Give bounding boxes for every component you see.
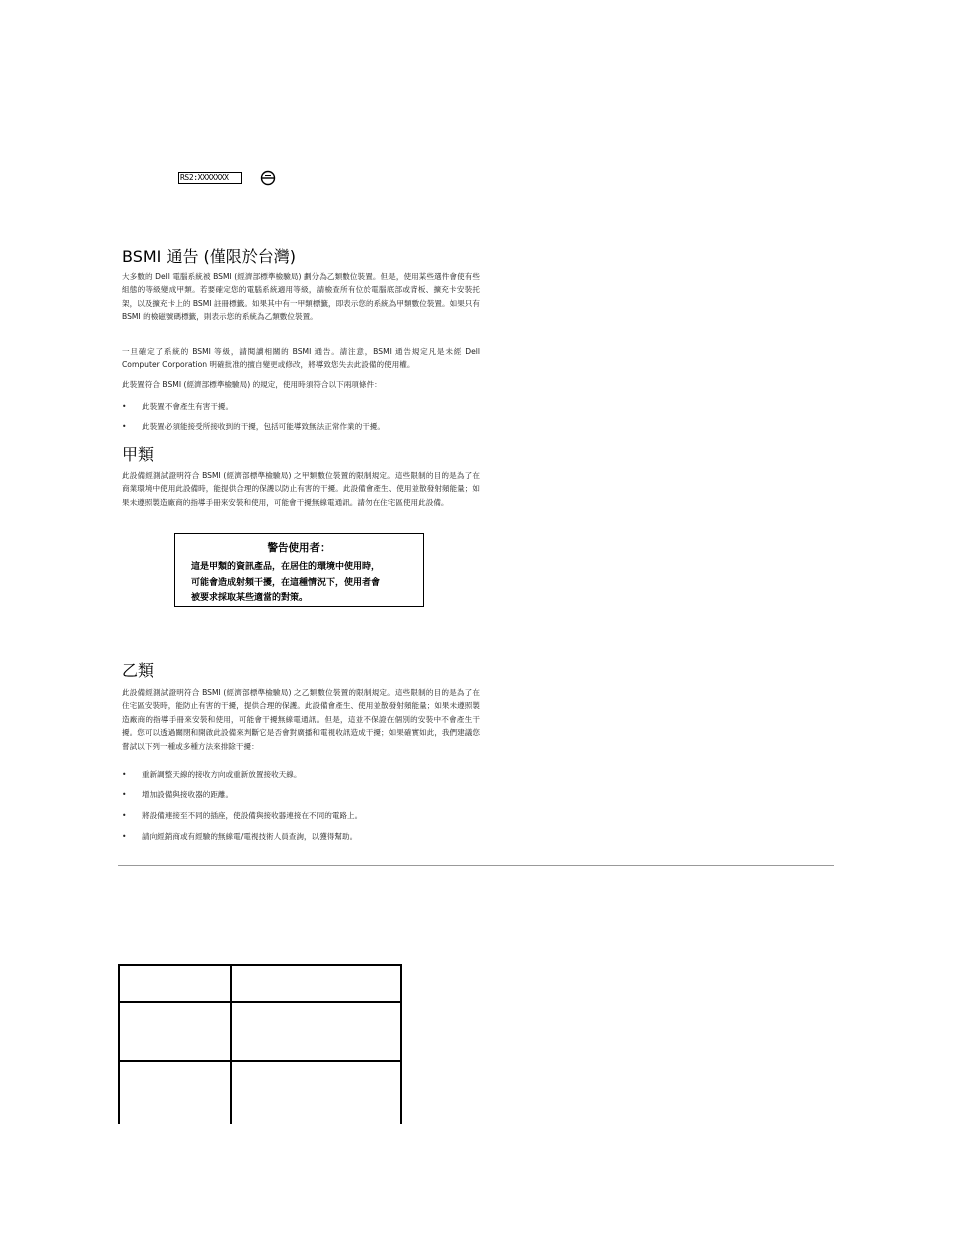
table-cell xyxy=(231,1061,401,1124)
warning-title: 警告使用者： xyxy=(267,542,331,554)
class-a-paragraph: 此設備經測試證明符合 BSMI (經濟部標準檢驗局) 之甲類數位裝置的限制規定。這些限制的目的是為了在商業環境中使用此設備時，能提供合理的保護以防止有害的干擾。此設備會產生、使用並散發射頻能量；如果未遵照製造廠商的指導手冊來安裝和使用，可能會干擾無線電通訊。請勿在住宅區使用此設備。 xyxy=(122,471,480,507)
table-row xyxy=(119,1061,401,1124)
bullet-icon: • xyxy=(122,811,127,820)
table-cell xyxy=(119,1061,231,1124)
bsmi-conditions-intro: 此裝置符合 BSMI (經濟部標準檢驗局) 的規定，使用時須符合以下兩項條件： xyxy=(122,380,382,389)
bsmi-notice-paragraph: 一旦確定了系統的 BSMI 等級，請閱讀相關的 BSMI 通告。請注意，BSMI 通告規定凡是未經 Dell Computer Corporation 明確批准的擅自變更或修改，將導致您失去此設備的使用權。 xyxy=(122,347,480,370)
warning-line: 這是甲類的資訊產品，在居住的環境中使用時， xyxy=(191,562,381,572)
section-divider xyxy=(118,865,834,866)
class-a-heading: 甲類 xyxy=(122,445,155,464)
bullet-icon: • xyxy=(122,770,127,779)
warning-line: 被要求採取某些適當的對策。 xyxy=(191,593,309,603)
bullet-icon: • xyxy=(122,790,127,799)
bsmi-notice-heading: BSMI 通告 (僅限於台灣) xyxy=(122,247,297,266)
class-b-paragraph: 此設備經測試證明符合 BSMI (經濟部標準檢驗局) 之乙類數位裝置的限制規定。這些限制的目的是為了在住宅區安裝時，能防止有害的干擾，提供合理的保護。此設備會產生、使用並散發射頻能量；如果未遵照製造廠商的指導手冊來安裝和使用，可能會干擾無線電通訊。但是，這並不保證在個別的安裝中不會產生干擾。您可以透過關閉和開啟此設備來判斷它是否會對廣播和電視收訊造成干擾；如果確實如此，我們建議您嘗試以下列一種或多種方法來排除干擾： xyxy=(122,688,480,751)
class-a-warning-box xyxy=(174,533,424,607)
warning-line: 可能會造成射頻干擾，在這種情況下，使用者會 xyxy=(191,578,381,588)
bullet-icon: • xyxy=(122,422,127,431)
class-b-heading: 乙類 xyxy=(122,661,155,680)
regulatory-table xyxy=(118,964,402,1124)
bsmi-label: RS2:XXXXXXX xyxy=(178,172,242,184)
table-row xyxy=(119,1002,401,1061)
bullet-icon: • xyxy=(122,832,127,841)
bsmi-certification-mark-icon xyxy=(260,170,276,186)
table-cell xyxy=(119,965,231,1002)
table-row xyxy=(119,965,401,1002)
table-cell xyxy=(231,1002,401,1061)
bullet-icon: • xyxy=(122,402,127,411)
bsmi-intro-paragraph: 大多數的 Dell 電腦系統被 BSMI (經濟部標準檢驗局) 劃分為乙類數位裝置。但是，使用某些選件會使有些組態的等級變成甲類。若要確定您的電腦系統適用等級，請檢查所有位於電腦底部或背板、擴充卡安裝托架，以及擴充卡上的 BSMI 註冊標籤。如果其中有一甲類標籤，即表示您的系統為甲類數位裝置。如果只有 BSMI 的檢磁號碼標籤，則表示您的系統為乙類數位裝置。 xyxy=(122,272,480,322)
table-cell xyxy=(119,1002,231,1061)
table-cell xyxy=(231,965,401,1002)
